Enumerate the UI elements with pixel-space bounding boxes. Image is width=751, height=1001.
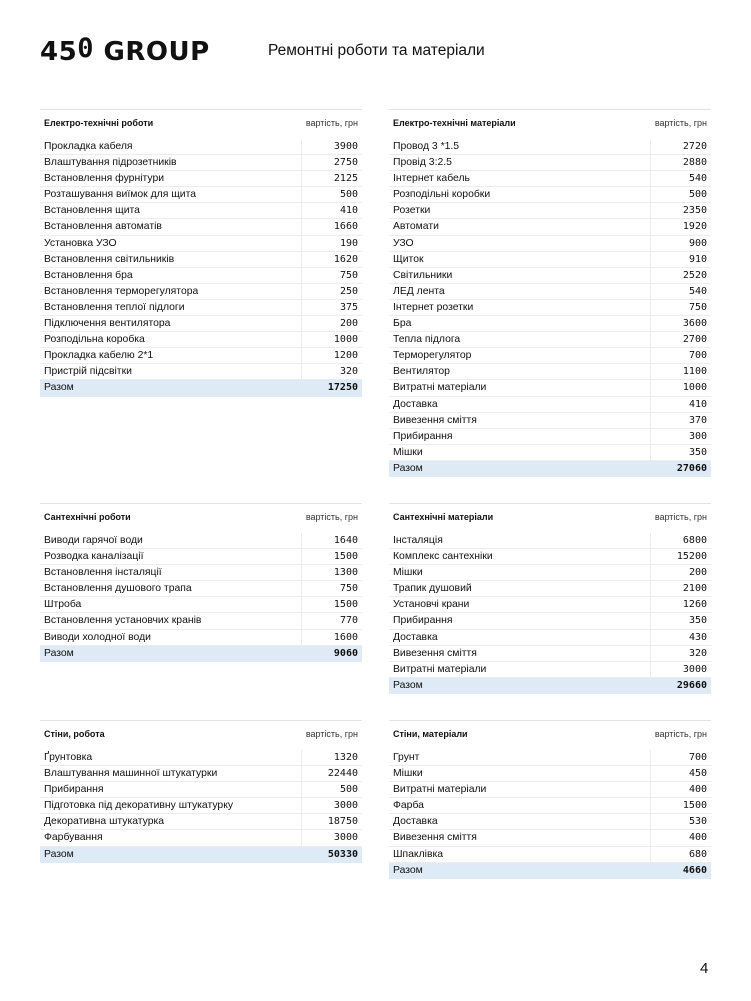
table-row <box>389 284 711 300</box>
item-name: Фарба <box>393 800 424 812</box>
item-name: Встановлення автоматів <box>44 221 162 233</box>
item-cost: 400 <box>650 830 711 845</box>
item-name: Розташування виїмок для щита <box>44 189 197 201</box>
item-name: Встановлення установчих кранів <box>44 615 202 627</box>
item-cost: 300 <box>650 429 711 444</box>
item-cost: 2750 <box>301 155 362 170</box>
item-cost: 400 <box>650 782 711 797</box>
total-row <box>40 847 362 863</box>
table-elec-works <box>40 109 362 397</box>
item-cost: 350 <box>650 613 711 628</box>
item-cost: 1500 <box>301 597 362 612</box>
item-cost: 350 <box>650 445 711 460</box>
item-cost: 750 <box>301 581 362 596</box>
item-name: УЗО <box>393 237 414 249</box>
table-row <box>389 581 711 597</box>
item-cost: 750 <box>301 268 362 283</box>
table-row <box>40 171 362 187</box>
item-name: Прокладка кабелю 2*1 <box>44 350 154 362</box>
table-row <box>389 798 711 814</box>
table-row <box>389 597 711 613</box>
item-cost: 1660 <box>301 219 362 234</box>
table-row <box>40 316 362 332</box>
cost-column-header: вартість, грн <box>654 118 707 128</box>
table-row <box>389 782 711 798</box>
total-row <box>389 678 711 694</box>
item-cost: 3000 <box>301 830 362 845</box>
table-row <box>40 139 362 155</box>
total-value: 9060 <box>333 647 358 659</box>
item-cost: 540 <box>650 171 711 186</box>
company-logo <box>40 33 210 67</box>
page-header <box>40 33 711 76</box>
table-row <box>40 613 362 629</box>
item-name: Витратні матеріали <box>393 663 487 675</box>
total-row <box>40 646 362 662</box>
table-row <box>40 268 362 284</box>
table-row <box>40 597 362 613</box>
item-name: Вивезення сміття <box>393 414 477 426</box>
item-name: Фарбування <box>44 832 103 844</box>
table-row <box>40 549 362 565</box>
item-name: Трапик душовий <box>393 583 472 595</box>
table-row <box>389 549 711 565</box>
item-cost: 3000 <box>301 798 362 813</box>
table-row <box>40 219 362 235</box>
table-row <box>389 236 711 252</box>
item-cost: 15200 <box>650 549 711 564</box>
table-walls-materials <box>389 720 711 879</box>
item-name: Провід 3:2.5 <box>393 157 452 169</box>
item-name: Автомати <box>393 221 439 233</box>
table-row <box>389 348 711 364</box>
item-cost: 530 <box>650 814 711 829</box>
table-row <box>389 814 711 830</box>
table-row <box>40 252 362 268</box>
item-cost: 190 <box>301 236 362 251</box>
item-name: Провод 3 *1.5 <box>393 141 460 152</box>
cost-column-header: вартість, грн <box>654 729 707 739</box>
item-name: Встановлення фурнітури <box>44 173 165 185</box>
item-name: Влаштування підрозетників <box>44 157 177 169</box>
table-row <box>389 203 711 219</box>
table-row <box>40 332 362 348</box>
table-header <box>40 503 362 530</box>
total-value: 17250 <box>327 382 358 394</box>
table-title: Сантехнічні роботи <box>44 512 131 522</box>
logo-zero: 0 <box>77 33 94 64</box>
item-cost: 320 <box>301 364 362 379</box>
item-cost: 1000 <box>301 332 362 347</box>
table-row <box>389 380 711 396</box>
table-row <box>389 316 711 332</box>
table-row <box>40 798 362 814</box>
total-label: Разом <box>44 382 74 394</box>
item-cost: 410 <box>650 397 711 412</box>
table-title: Стіни, матеріали <box>393 729 468 739</box>
table-title: Сантехнічні матеріали <box>393 512 494 522</box>
table-row <box>389 413 711 429</box>
table-row <box>40 187 362 203</box>
item-name: Світильники <box>393 269 453 281</box>
item-name: Розподільна коробка <box>44 334 145 346</box>
item-name: Бра <box>393 318 412 330</box>
item-cost: 3600 <box>650 316 711 331</box>
item-name: Розводка каналізації <box>44 551 144 563</box>
table-row <box>389 332 711 348</box>
table-title: Електро-технічні матеріали <box>393 118 516 128</box>
table-title: Електро-технічні роботи <box>44 118 154 128</box>
item-cost: 320 <box>650 646 711 661</box>
item-cost: 250 <box>301 284 362 299</box>
table-row <box>40 565 362 581</box>
cost-column-header: вартість, грн <box>305 512 358 522</box>
item-name: Встановлення інсталяції <box>44 567 162 579</box>
item-cost: 1300 <box>301 565 362 580</box>
table-row <box>40 766 362 782</box>
total-value: 29660 <box>676 679 707 691</box>
table-row <box>389 252 711 268</box>
item-cost: 500 <box>301 782 362 797</box>
item-name: Мішки <box>393 567 423 579</box>
table-row <box>389 155 711 171</box>
item-name: Витратні матеріали <box>393 784 487 796</box>
item-name: Установка УЗО <box>44 237 117 249</box>
cost-column-header: вартість, грн <box>305 118 358 128</box>
item-cost: 1100 <box>650 364 711 379</box>
table-row <box>40 533 362 549</box>
table-row <box>389 219 711 235</box>
item-name: Мішки <box>393 768 423 780</box>
item-cost: 1000 <box>650 380 711 395</box>
table-row <box>389 429 711 445</box>
table-row <box>389 300 711 316</box>
table-row <box>40 630 362 646</box>
total-label: Разом <box>393 679 423 691</box>
item-name: Встановлення терморегулятора <box>44 285 199 297</box>
item-cost: 500 <box>301 187 362 202</box>
item-name: Комплекс сантехніки <box>393 551 493 563</box>
table-row <box>389 750 711 766</box>
table-row <box>40 284 362 300</box>
item-name: Терморегулятор <box>393 350 472 362</box>
item-cost: 1500 <box>650 798 711 813</box>
item-cost: 1320 <box>301 750 362 765</box>
item-cost: 770 <box>301 613 362 628</box>
item-cost: 1620 <box>301 252 362 267</box>
table-row <box>389 139 711 155</box>
table-row <box>389 533 711 549</box>
item-name: Інтернет розетки <box>393 301 474 313</box>
item-name: Установчі крани <box>393 599 470 611</box>
item-cost: 910 <box>650 252 711 267</box>
item-cost: 2520 <box>650 268 711 283</box>
item-name: Вентилятор <box>393 366 450 378</box>
table-row <box>40 782 362 798</box>
item-cost: 200 <box>650 565 711 580</box>
item-name: Встановлення щита <box>44 205 140 217</box>
table-row <box>40 203 362 219</box>
item-name: Встановлення світильників <box>44 253 175 265</box>
item-name: Інсталяція <box>393 535 443 546</box>
table-header <box>40 109 362 136</box>
total-value: 50330 <box>327 848 358 860</box>
item-name: Виводи холодної води <box>44 631 151 643</box>
table-plumb-works <box>40 503 362 662</box>
table-row <box>389 847 711 863</box>
logo-suffix: GROUP <box>93 37 210 67</box>
table-row <box>389 187 711 203</box>
item-cost: 1920 <box>650 219 711 234</box>
item-cost: 1600 <box>301 630 362 645</box>
item-cost: 540 <box>650 284 711 299</box>
item-cost: 22440 <box>301 766 362 781</box>
table-row <box>40 300 362 316</box>
item-name: Мішки <box>393 446 423 458</box>
item-name: Встановлення теплої підлоги <box>44 301 185 313</box>
item-cost: 375 <box>301 300 362 315</box>
item-name: Доставка <box>393 816 438 828</box>
item-name: Підключення вентилятора <box>44 318 171 330</box>
table-row <box>40 581 362 597</box>
table-row <box>389 630 711 646</box>
table-header <box>389 503 711 530</box>
item-name: Тепла підлога <box>393 334 461 346</box>
item-name: Прибирання <box>393 430 453 442</box>
item-cost: 1500 <box>301 549 362 564</box>
table-row <box>389 766 711 782</box>
table-header <box>389 720 711 747</box>
total-label: Разом <box>44 848 74 860</box>
item-cost: 2125 <box>301 171 362 186</box>
table-walls-works <box>40 720 362 863</box>
item-cost: 450 <box>650 766 711 781</box>
table-row <box>40 348 362 364</box>
item-name: Ґрунтовка <box>44 752 93 763</box>
cost-column-header: вартість, грн <box>305 729 358 739</box>
table-row <box>389 268 711 284</box>
total-row <box>389 863 711 879</box>
item-name: Доставка <box>393 398 438 410</box>
item-cost: 1260 <box>650 597 711 612</box>
item-name: Влаштування машинної штукатурки <box>44 768 218 780</box>
table-row <box>389 445 711 461</box>
table-row <box>40 750 362 766</box>
item-cost: 430 <box>650 630 711 645</box>
item-name: Декоративна штукатурка <box>44 816 165 828</box>
table-row <box>389 662 711 678</box>
item-cost: 200 <box>301 316 362 331</box>
item-cost: 410 <box>301 203 362 218</box>
table-row <box>40 155 362 171</box>
table-row <box>389 830 711 846</box>
table-row <box>389 171 711 187</box>
total-row <box>40 380 362 396</box>
item-cost: 3000 <box>650 662 711 677</box>
total-row <box>389 461 711 477</box>
item-name: Витратні матеріали <box>393 382 487 394</box>
item-cost: 1640 <box>301 533 362 548</box>
table-elec-materials <box>389 109 711 477</box>
logo-prefix: 45 <box>40 37 78 67</box>
item-cost: 2350 <box>650 203 711 218</box>
item-name: Підготовка під декоративну штукатурку <box>44 800 234 812</box>
item-name: Шпаклівка <box>393 848 444 860</box>
item-cost: 2100 <box>650 581 711 596</box>
table-row <box>40 830 362 846</box>
item-name: Вивезення сміття <box>393 832 477 844</box>
item-name: Прибирання <box>393 615 453 627</box>
item-name: ЛЕД лента <box>393 285 445 297</box>
table-row <box>389 565 711 581</box>
item-cost: 3900 <box>301 139 362 154</box>
item-name: Щиток <box>393 253 424 265</box>
item-name: Прокладка кабеля <box>44 141 133 152</box>
item-cost: 700 <box>650 348 711 363</box>
item-name: Встановлення бра <box>44 269 133 281</box>
item-cost: 370 <box>650 413 711 428</box>
item-name: Штроба <box>44 599 82 611</box>
item-cost: 500 <box>650 187 711 202</box>
table-title: Стіни, робота <box>44 729 105 739</box>
total-label: Разом <box>393 864 423 876</box>
item-cost: 6800 <box>650 533 711 548</box>
item-cost: 1200 <box>301 348 362 363</box>
table-row <box>389 364 711 380</box>
item-cost: 18750 <box>301 814 362 829</box>
item-name: Грунт <box>393 752 420 763</box>
total-label: Разом <box>44 647 74 659</box>
item-cost: 700 <box>650 750 711 765</box>
item-cost: 2700 <box>650 332 711 347</box>
item-name: Доставка <box>393 631 438 643</box>
table-row <box>40 814 362 830</box>
item-name: Встановлення душового трапа <box>44 583 192 595</box>
cost-column-header: вартість, грн <box>654 512 707 522</box>
total-value: 4660 <box>682 864 707 876</box>
item-name: Розподільні коробки <box>393 189 491 201</box>
table-row <box>40 236 362 252</box>
item-name: Вивезення сміття <box>393 647 477 659</box>
total-value: 27060 <box>676 462 707 474</box>
item-cost: 680 <box>650 847 711 862</box>
table-row <box>389 397 711 413</box>
item-cost: 750 <box>650 300 711 315</box>
table-plumb-materials <box>389 503 711 694</box>
item-name: Виводи гарячої води <box>44 535 143 546</box>
item-cost: 900 <box>650 236 711 251</box>
page-number: 4 <box>700 960 709 977</box>
table-header <box>389 109 711 136</box>
item-cost: 2880 <box>650 155 711 170</box>
item-name: Розетки <box>393 205 431 217</box>
table-row <box>389 646 711 662</box>
item-name: Пристрій підсвітки <box>44 366 132 378</box>
table-row <box>40 364 362 380</box>
table-header <box>40 720 362 747</box>
total-label: Разом <box>393 462 423 474</box>
table-row <box>389 613 711 629</box>
document-title: Ремонтні роботи та матеріали <box>268 42 485 59</box>
item-name: Прибирання <box>44 784 104 796</box>
item-name: Інтернет кабель <box>393 173 470 185</box>
item-cost: 2720 <box>650 139 711 154</box>
